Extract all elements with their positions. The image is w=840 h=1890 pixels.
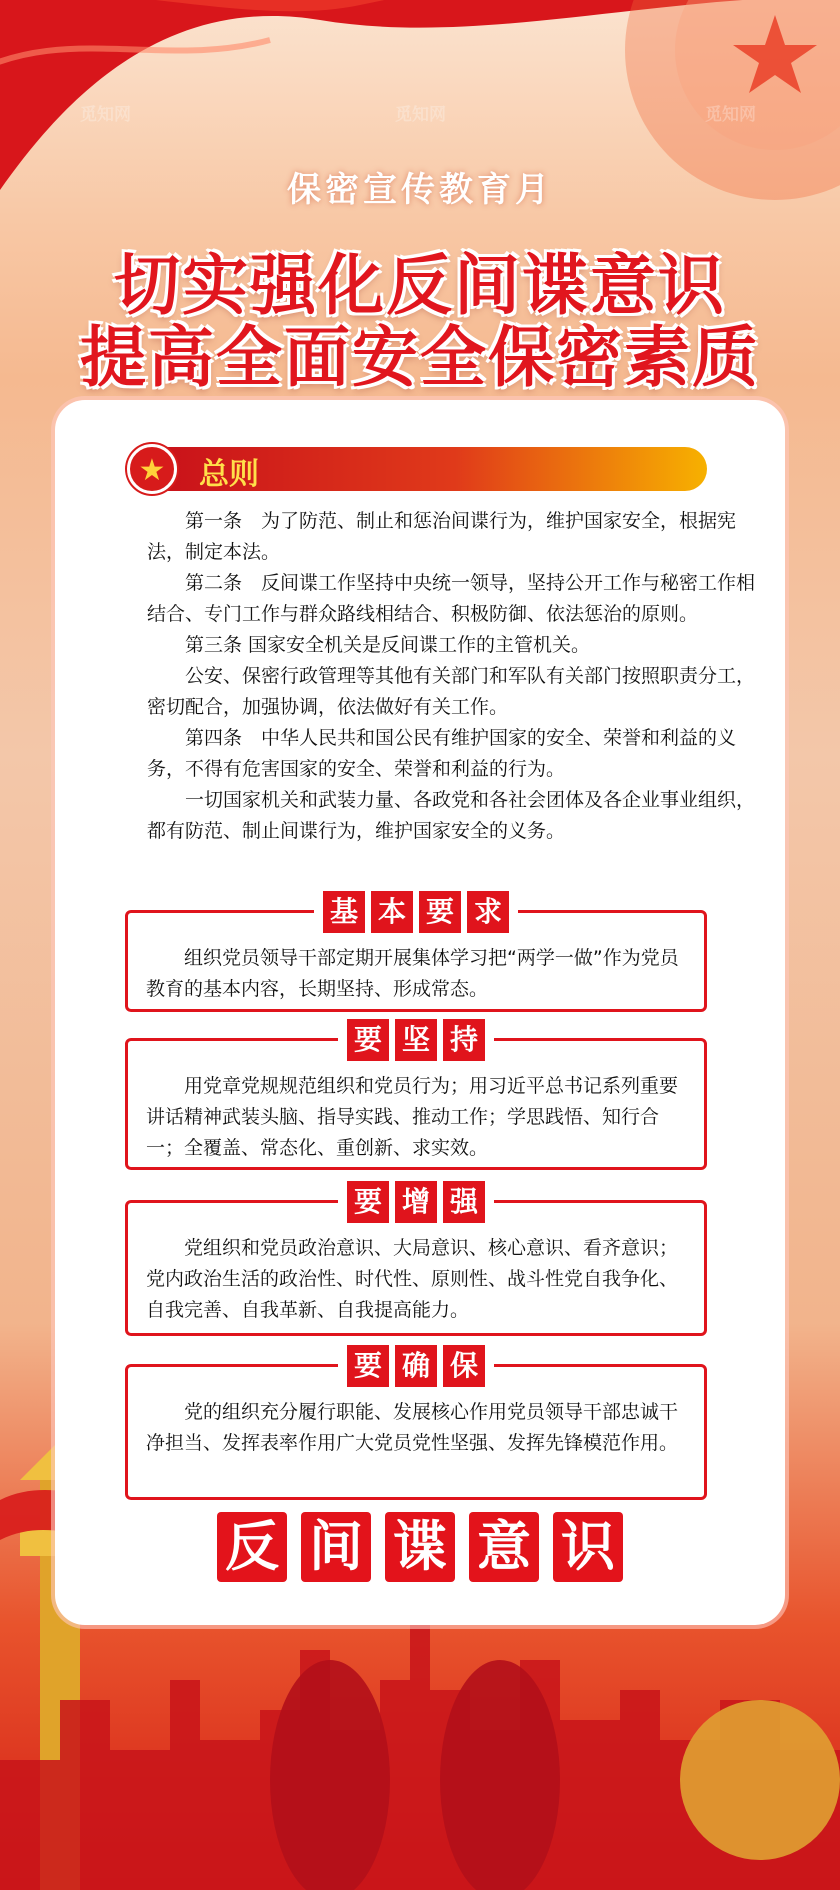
section-title: 总则 (199, 457, 259, 492)
content-card (55, 400, 785, 1625)
requirement-box-strengthen (125, 1185, 707, 1336)
box-text: 党的组织充分履行职能、发展核心作用党员领导干部忠诚干净担当、发挥表率作用广大党员党性坚强、发挥先锋模范作用。 (146, 1401, 679, 1454)
slogan-char: 反 (217, 1512, 287, 1582)
box-text: 组织党员领导干部定期开展集体学习把“两学一做”作为党员教育的基本内容，长期坚持、形成常态。 (146, 947, 679, 1000)
slogan-char: 间 (301, 1512, 371, 1582)
box-text: 党组织和党员政治意识、大局意识、核心意识、看齐意识；党内政治生活的政治性、时代性、原则性、战斗性党自我争化、自我完善、自我革新、自我提高能力。 (146, 1237, 679, 1321)
requirement-box-persist (125, 1023, 707, 1170)
slogan-row (55, 1512, 785, 1582)
main-title-line1: 切实强化反间谍意识 (114, 247, 726, 324)
article-paragraph: 第一条 为了防范、制止和惩治间谍行为，维护国家安全，根据宪法，制定本法。 (147, 510, 737, 563)
tag-char: 本 (371, 891, 413, 933)
box-tag (128, 891, 704, 933)
articles-text (147, 506, 772, 847)
soldier-silhouette (440, 1660, 560, 1890)
tag-char: 求 (467, 891, 509, 933)
article-paragraph: 公安、保密行政管理等其他有关部门和军队有关部门按照职责分工，密切配合，加强协调，依法做好有关工作。 (147, 665, 756, 718)
requirement-box-ensure (125, 1349, 707, 1500)
tag-char: 确 (395, 1345, 437, 1387)
tag-char: 要 (347, 1345, 389, 1387)
tag-char: 保 (443, 1345, 485, 1387)
main-title-line2: 提高全面安全保密素质 (80, 319, 760, 396)
tag-char: 要 (347, 1019, 389, 1061)
tag-char: 持 (443, 1019, 485, 1061)
watermark: 觅知网 (705, 105, 756, 125)
article-paragraph: 第三条 国家安全机关是反间谍工作的主管机关。 (185, 634, 591, 656)
tag-char: 基 (323, 891, 365, 933)
article-paragraph: 一切国家机关和武装力量、各政党和各社会团体及各企业事业组织，都有防范、制止间谍行为，维护国家安全的义务。 (147, 789, 756, 842)
watermark: 觅知网 (80, 105, 131, 125)
article-paragraph: 第二条 反间谍工作坚持中央统一领导，坚持公开工作与秘密工作相结合、专门工作与群众路线相结合、积极防御、依法惩治的原则。 (147, 572, 756, 625)
slogan-char: 谍 (385, 1512, 455, 1582)
soldier-silhouette (270, 1660, 390, 1890)
tag-char: 要 (419, 891, 461, 933)
tag-char: 增 (395, 1181, 437, 1223)
box-tag (128, 1019, 704, 1061)
tag-char: 要 (347, 1181, 389, 1223)
article-paragraph: 第四条 中华人民共和国公民有维护国家的安全、荣誉和利益的义务，不得有危害国家的安全、荣誉和利益的行为。 (147, 727, 737, 780)
tag-char: 坚 (395, 1019, 437, 1061)
slogan-char: 识 (553, 1512, 623, 1582)
slogan-char: 意 (469, 1512, 539, 1582)
subtitle: 保密宣传教育月 (287, 170, 553, 210)
watermark: 觅知网 (395, 105, 446, 125)
star-icon: ★ (127, 444, 177, 494)
box-tag (128, 1345, 704, 1387)
requirement-box-basic (125, 895, 707, 1012)
box-tag (128, 1181, 704, 1223)
section-header (127, 444, 707, 494)
tag-char: 强 (443, 1181, 485, 1223)
lion-statue-decoration (680, 1700, 840, 1860)
box-text: 用党章党规规范组织和党员行为；用习近平总书记系列重要讲话精神武装头脑、指导实践、推动工作；学思践悟、知行合一；全覆盖、常态化、重创新、求实效。 (146, 1075, 679, 1159)
